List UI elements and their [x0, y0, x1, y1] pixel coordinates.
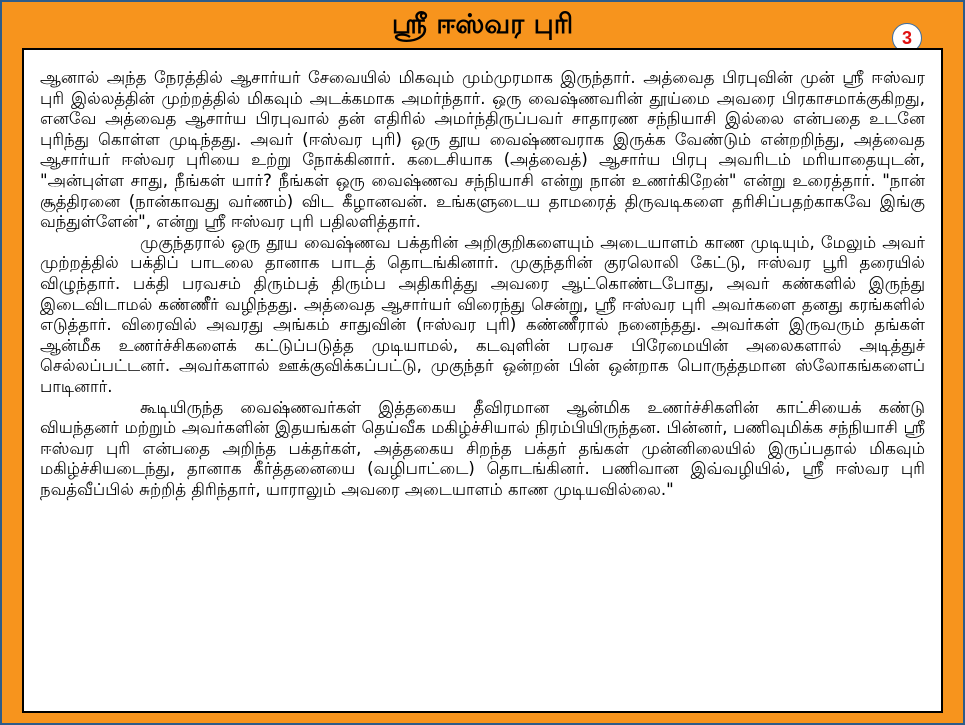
page-title: ஸ்ரீ ஈஸ்வர புரி [391, 9, 574, 40]
paragraph-2: முகுந்தரால் ஒரு தூய வைஷ்ணவ பக்தரின் அறிகுறிகளையும் அடையாளம் காண முடியும், மேலும் அவர் முற்றத்தில் பக்திப் பாடலை தானாக பாடத் தொடங்கினார். முகுந்தரின் குரலொலி கேட்டு, ஈஸ்வர பூரி தரையில் விழுந்தார். பக்தி பரவசம் திரும்பத் திரும்ப அதிகரித்து அவரை ஆட்கொண்டபோது, அவர் கண்களில் இருந்து இடைவிடாமல் கண்ணீர் வழிந்தது. அத்வைத ஆசார்யர் விரைந்து சென்று, ஸ்ரீ ஈஸ்வர புரி அவர்களை தனது கரங்களில் எடுத்தார். விரைவில் அவரது அங்கம் சாதுவின் (ஈஸ்வர புரி) கண்ணீரால் நனைந்தது. அவர்கள் இருவரும் தங்கள் ஆன்மீக உணர்ச்சிகளைக் கட்டுப்படுத்த முடியாமல், கடவுளின் பரவச பிரேமையின் அலைகளால் அடித்துச் செல்லப்பட்டனர். அவர்களால் ஊக்குவிக்கப்பட்டு, முகுந்தர் ஒன்றன் பின் ஒன்றாக பொருத்தமான ஸ்லோகங்களைப் பாடினார். [40, 232, 925, 396]
paragraph-1: ஆனால் அந்த நேரத்தில் ஆசார்யர் சேவையில் மிகவும் மும்முரமாக இருந்தார். அத்வைத பிரபுவின் முன் ஸ்ரீ ஈஸ்வர புரி இல்லத்தின் முற்றத்தில் மிகவும் அடக்கமாக அமர்ந்தார். ஒரு வைஷ்ணவரின் தூய்மை அவரை பிரகாசமாக்குகிறது, எனவே அத்வைத ஆசார்ய பிரபுவால் தன் எதிரில் அமர்ந்திருப்பவர் சாதாரண சந்நியாசி இல்லை என்பதை உடனே புரிந்து கொள்ள முடிந்தது. அவர் (ஈஸ்வர புரி) ஒரு தூய வைஷ்ணவராக இருக்க வேண்டும் என்றறிந்து, அத்வைத ஆசார்யர் ஈஸ்வர புரியை உற்று நோக்கினார். கடைசியாக (அத்வைத்) ஆசார்ய பிரபு அவரிடம் மரியாதையுடன், "அன்புள்ள சாது, நீங்கள் யார்? நீங்கள் ஒரு வைஷ்ணவ சந்நியாசி என்று நான் உணர்கிறேன்" என்று உரைத்தார். "நான் சூத்திரனை (நான்காவது வர்ணம்) விட கீழானவன். உங்களுடைய தாமரைத் திருவடிகளை தரிசிப்பதற்காகவே இங்கு வந்துள்ளேன்", என்று ஸ்ரீ ஈஸ்வர புரி பதிலளித்தார். [40, 68, 925, 232]
paragraph-3: கூடியிருந்த வைஷ்ணவர்கள் இத்தகைய தீவிரமான ஆன்மிக உணர்ச்சிகளின் காட்சியைக் கண்டு வியந்தனர் மற்றும் அவர்களின் இதயங்கள் தெய்வீக மகிழ்ச்சியால் நிரம்பியிருந்தன. பின்னர், பணிவுமிக்க சந்நியாசி ஸ்ரீ ஈஸ்வர புரி என்பதை அறிந்த பக்தர்கள், அத்தகைய சிறந்த பக்தர் தங்கள் முன்னிலையில் இருப்பதால் மிகவும் மகிழ்ச்சியடைந்து, தானாக கீர்த்தனையை (வழிபாட்டை) தொடங்கினர். பணிவான இவ்வழியில், ஸ்ரீ ஈஸ்வர புரி நவத்வீப்பில் சுற்றித் திரிந்தார், யாராலும் அவரை அடையாளம் காண முடியவில்லை." [40, 397, 925, 499]
text-panel [22, 48, 943, 713]
page-number-badge: 3 [892, 23, 922, 53]
